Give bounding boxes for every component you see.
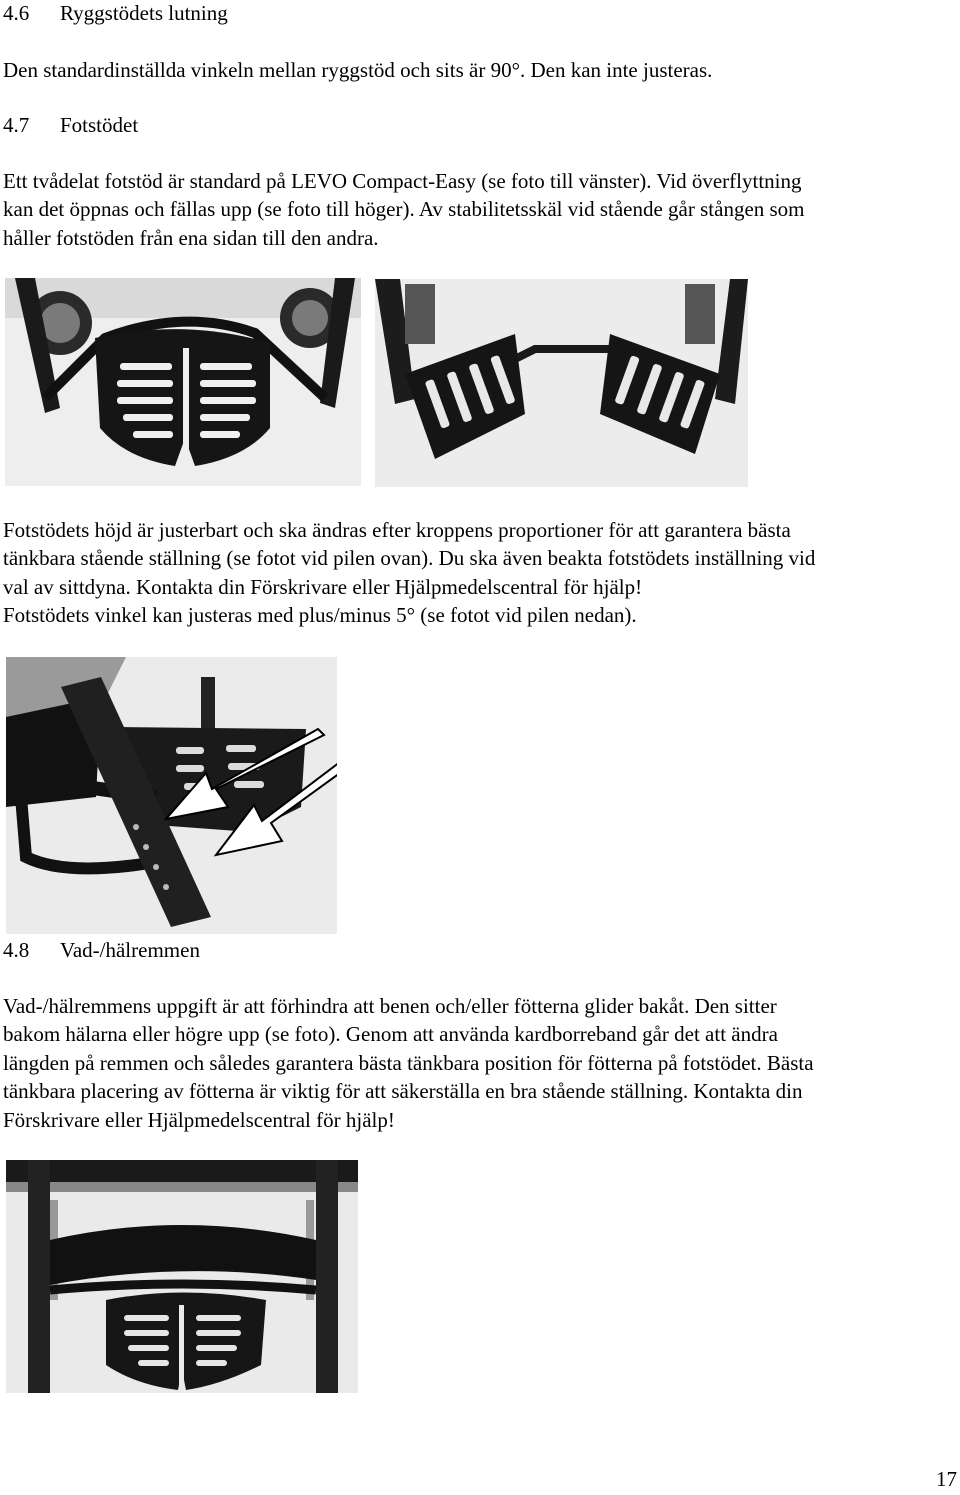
footrest-angle-photo [6,657,337,934]
heading-4-8 [3,937,200,963]
text-line: håller fotstöden från ena sidan till den andra. [3,225,379,250]
paragraph-backrest [3,56,712,84]
text-line: Ett tvådelat fotstöd är standard på LEVO Compact-Easy (se foto till vänster). Vid överflyttning [3,169,802,193]
footrest-closed-photo [5,278,361,486]
heading-4-7 [3,112,138,138]
paragraph-calf-strap [3,992,814,1134]
section-number: 4.7 [3,113,30,137]
page-number: 17 [936,1467,957,1491]
text-line: Fotstödets höjd är justerbart och ska ändras efter kroppens proportioner för att garantera bästa [3,518,791,542]
text-line: val av sittdyna. Kontakta din Förskrivare eller Hjälpmedelscentral för hjälp! [3,574,643,599]
text-line: längden på remmen och således garantera bästa tänkbara position för fötterna på fotstödet. Bästa [3,1050,814,1075]
text-line: Fotstödets vinkel kan justeras med plus/minus 5° (se fotot vid pilen nedan). [3,603,637,628]
calf-strap-photo [6,1160,358,1393]
text-line: tänkbara placering av fötterna är viktig för att säkerställa en bra stående ställning. Kontakta din [3,1079,803,1104]
paragraph-footrest-intro [3,167,805,252]
paragraph-footrest-height [3,516,815,630]
section-title: Vad-/hälremmen [60,938,200,962]
heading-4-6 [3,0,228,26]
text-line: kan det öppnas och fällas upp (se foto till höger). Av stabilitetsskäl vid stående går stången som [3,197,805,222]
text-line: Den standardinställda vinkeln mellan ryggstöd och sits är 90°. Den kan inte justeras. [3,58,713,82]
text-line: Förskrivare eller Hjälpmedelscentral för hjälp! [3,1107,395,1132]
section-title: Fotstödet [60,113,139,137]
section-title: Ryggstödets lutning [60,1,228,25]
text-line: bakom hälarna eller högre upp (se foto). Genom att använda kardborreband går det att ändra [3,1022,778,1047]
section-number: 4.6 [3,1,30,25]
section-number: 4.8 [3,938,30,962]
text-line: Vad-/hälremmens uppgift är att förhindra att benen och/eller fötterna glider bakåt. Den sitter [3,994,777,1018]
footrest-open-photo [375,279,748,487]
text-line: tänkbara stående ställning (se fotot vid pilen ovan). Du ska även beakta fotstödets inställning vid [3,546,816,571]
